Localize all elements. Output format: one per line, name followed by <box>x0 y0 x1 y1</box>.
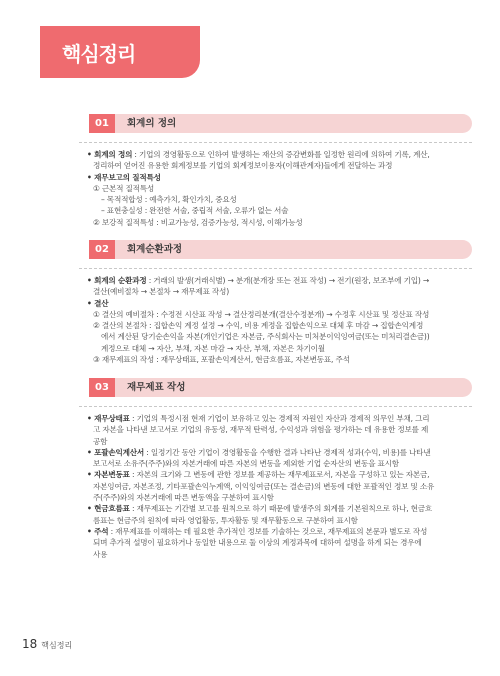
section-number: 03 <box>89 378 115 397</box>
page-footer <box>22 637 72 651</box>
divider <box>79 406 472 407</box>
text-line: • 회계의 순환과정 : 거래의 발생(거래식별) → 분개(분개장 또는 전표 작성) → 전기(원장, 보조부에 기입) → <box>87 276 429 285</box>
text-line: 주(주주)와의 자본거래에 따른 변동액을 구분하여 표시함 <box>93 493 274 503</box>
section-number: 01 <box>89 114 115 133</box>
text-line: • 회계의 정의 : 기업의 경영활동으로 인하여 발생하는 재산의 증감변화를 일정한 원리에 의하여 기록, 계산, <box>87 150 430 159</box>
term-label: • 회계의 순환과정 <box>87 276 147 285</box>
text-line: ② 보강적 질적특성 : 비교가능성, 검증가능성, 적시성, 이해가능성 <box>93 217 303 227</box>
text-line: • 자본변동표 : 자본의 크기와 그 변동에 관한 정보를 제공하는 재무제표로서, 자본을 구성하고 있는 자본금, <box>87 470 430 480</box>
text-line: – 목적적합성 : 예측가치, 확인가치, 중요성 <box>101 195 237 205</box>
text-line: • 현금흐름표 : 재무제표는 기간별 보고를 원칙으로 하기 때문에 발생주의 회계를 기본원칙으로 하나, 현금흐 <box>87 504 433 514</box>
section-header <box>79 378 472 397</box>
text-line: • 재무상태표 : 기업의 특정시점 현재 기업이 보유하고 있는 경제적 자원인 자산과 경제적 의무인 부채, 그리 <box>87 414 430 423</box>
text-line: ③ 재무제표의 작성 : 재무상태표, 포괄손익계산서, 현금흐름표, 자본변동표, 주석 <box>93 355 350 365</box>
text-line: • 포괄손익계산서 : 일정기간 동안 기업이 경영활동을 수행한 결과 나타난 경제적 성과(수익, 비용)를 나타낸 <box>87 447 431 457</box>
text-line: • 결산 <box>87 298 109 308</box>
text-line: ① 근본적 질적특성 <box>93 183 154 193</box>
text-line: 공함 <box>93 436 108 446</box>
text-line: • 주석 : 재무제표를 이해하는 데 필요한 추가적인 정보를 기술하는 것으로, 재무제표의 본문과 별도로 작성 <box>87 526 428 536</box>
section-body <box>79 149 472 228</box>
section-title: 회계순환과정 <box>127 244 183 255</box>
section-body <box>79 275 472 365</box>
footer-label: 핵심정리 <box>41 641 73 650</box>
text-line: • 재무보고의 질적특성 <box>87 172 161 182</box>
text-line: 고 자본을 나타낸 보고서로 기업의 유동성, 재무적 탄력성, 수익성과 위험을 평가하는 데 유용한 정보를 제 <box>93 425 429 435</box>
divider <box>79 268 472 269</box>
text-line: 름표는 현금주의 원칙에 따라 영업활동, 투자활동 및 재무활동으로 구분하여 표시함 <box>93 515 358 525</box>
section-title: 회계의 정의 <box>127 118 177 129</box>
text-line: 계정으로 대체 → 자산, 부채, 자본 마감 → 자산, 부채, 자본은 차기이월 <box>101 343 325 353</box>
term-label: • 자본변동표 <box>87 470 130 480</box>
term-label: • 주석 <box>87 526 109 536</box>
text-line: 정리하여 얻어진 유용한 회계정보를 기업의 회계정보이용자(이해관계자)들에게 전달하는 과정 <box>93 161 393 171</box>
text-line: 되며 추가적 설명이 필요하거나 동일한 내용으로 둘 이상의 계정과목에 대하여 설명을 하게 되는 경우에 <box>93 538 422 548</box>
text-line: 결산(예비절차 → 본절차 → 재무제표 작성) <box>93 287 229 297</box>
term-label: • 재무상태표 <box>87 414 130 423</box>
banner-title: 핵심정리 <box>62 42 136 66</box>
section-body <box>79 413 472 560</box>
section-header <box>79 114 472 133</box>
section-03 <box>79 378 472 560</box>
section-01 <box>79 114 472 228</box>
section-title: 재무제표 작성 <box>127 382 186 393</box>
term-label: • 포괄손익계산서 <box>87 447 145 457</box>
text-line: 보고서로 소유주(주주)와의 자본거래에 따른 자본의 변동을 제외한 기업 순자산의 변동을 표시함 <box>93 459 399 469</box>
text-line: 사용 <box>93 549 108 559</box>
section-02 <box>79 240 472 365</box>
text-line: 자본잉여금, 자본조정, 기타포괄손익누계액, 이익잉여금(또는 결손금)의 변동에 대한 포괄적인 정보 및 소유 <box>93 481 435 491</box>
text-line: ② 결산의 본절차 : 집합손익 계정 설정 → 수익, 비용 계정을 집합손익으로 대체 후 마감 → 집합손익계정 <box>93 321 424 331</box>
text-line: 에서 계산된 당기순손익을 자본(개인기업은 자본금, 주식회사는 미처분이익잉여금(또는 미처리결손금)) <box>101 332 430 342</box>
term-label: • 회계의 정의 <box>87 150 133 159</box>
section-number: 02 <box>89 240 115 259</box>
text-line: – 표현충실성 : 완전한 서술, 중립적 서술, 오류가 없는 서술 <box>101 206 289 216</box>
chapter-banner <box>40 26 200 78</box>
term-label: • 현금흐름표 <box>87 504 130 514</box>
divider <box>79 142 472 143</box>
page-number: 18 <box>22 637 38 651</box>
text-line: ① 결산의 예비절차 : 수정전 시산표 작성 → 결산정리분개(결산수정분개) → 수정후 시산표 및 정산표 작성 <box>93 309 430 319</box>
section-header <box>79 240 472 259</box>
